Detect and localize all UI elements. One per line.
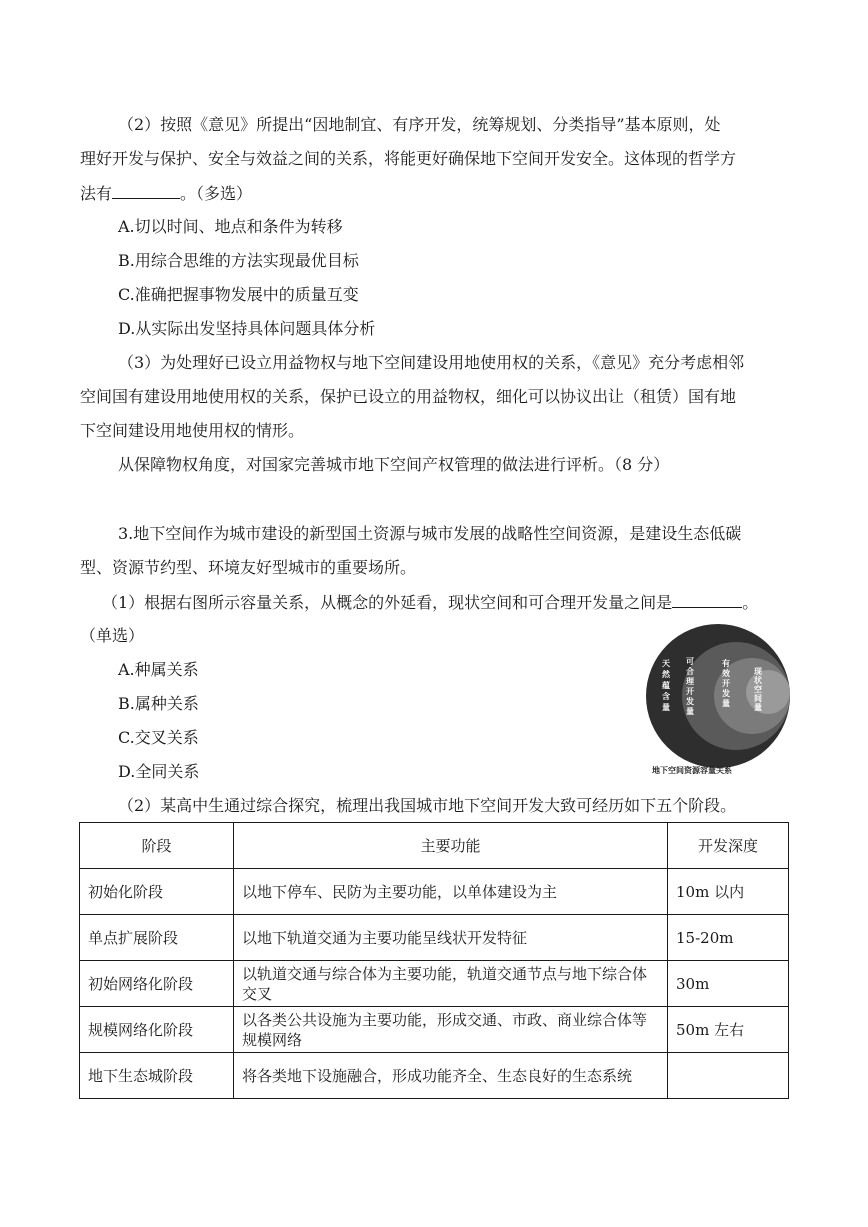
- table-row: [80, 869, 789, 915]
- stages-table: [79, 822, 789, 1099]
- q3-line-3: 下空间建设用地使用权的情形。: [80, 421, 305, 440]
- header-stage: 阶段: [80, 823, 234, 869]
- p3-option-b: B.属种关系: [118, 694, 199, 713]
- depth-cell: [668, 1053, 789, 1099]
- function-cell: 将各类地下设施融合，形成功能齐全、生态良好的生态系统: [234, 1053, 668, 1099]
- stage-cell: 地下生态城阶段: [80, 1053, 234, 1099]
- function-cell: 以轨道交通与综合体为主要功能，轨道交通节点与地下综合体交叉: [234, 961, 668, 1007]
- depth-cell: 50m 左右: [668, 1007, 789, 1053]
- q3-line-2: 空间国有建设用地使用权的关系，保护已设立的用益物权，细化可以协议出让（租赁）国有地: [80, 387, 737, 406]
- table-row: [80, 1053, 789, 1099]
- inner-circle: [746, 670, 790, 714]
- p3-sub1-tail: （单选）: [80, 626, 145, 645]
- q3-line-1: （3）为处理好已设立用益物权与地下空间建设用地使用权的关系，《意见》充分考虑相邻: [118, 353, 745, 372]
- stage-cell: 单点扩展阶段: [80, 915, 234, 961]
- p3-sub1: [102, 591, 758, 614]
- answer-blank[interactable]: [112, 182, 180, 199]
- stage-cell: 初始化阶段: [80, 869, 234, 915]
- q2-option-a: A.切以时间、地点和条件为转移: [118, 217, 343, 236]
- function-cell: 以地下轨道交通为主要功能呈线状开发特征: [234, 915, 668, 961]
- q2-line-3-pre: 法有: [80, 184, 113, 203]
- table-row: [80, 961, 789, 1007]
- q2-line-3: [80, 182, 252, 205]
- stage-cell: 初始网络化阶段: [80, 961, 234, 1007]
- q2-line-3-post: 。（多选）: [180, 184, 253, 203]
- stage-cell: 规模网络化阶段: [80, 1007, 234, 1053]
- q3-line-4: 从保障物权角度，对国家完善城市地下空间产权管理的做法进行评析。（8 分）: [118, 455, 670, 474]
- p3-line-1: 3.地下空间作为城市建设的新型国土资源与城市发展的战略性空间资源，是建设生态低碳: [118, 524, 742, 543]
- figure-caption: 地下空间资源容量关系: [652, 766, 732, 775]
- p3-option-a: A.种属关系: [118, 660, 199, 679]
- table-row: [80, 915, 789, 961]
- outer-label: 天然蕴含量: [662, 659, 670, 712]
- function-cell: 以各类公共设施为主要功能，形成交通、市政、商业综合体等规模网络: [234, 1007, 668, 1053]
- p3-line-2: 型、资源节约型、环境友好型城市的重要场所。: [80, 558, 417, 577]
- depth-cell: 15-20m: [668, 915, 789, 961]
- p3-option-c: C.交叉关系: [118, 728, 199, 747]
- header-depth: 开发深度: [668, 823, 789, 869]
- table-header-row: [80, 823, 789, 869]
- third-label: 有效开发量: [722, 659, 730, 708]
- capacity-relation-figure: [640, 620, 800, 780]
- p3-option-d: D.全同关系: [118, 762, 200, 781]
- depth-cell: 10m 以内: [668, 869, 789, 915]
- inner-label: 现状空间量: [754, 667, 762, 712]
- q2-line-2: 理好开发与保护、安全与效益之间的关系，将能更好确保地下空间开发安全。这体现的哲学方: [80, 149, 737, 168]
- q2-option-c: C.准确把握事物发展中的质量互变: [118, 285, 359, 304]
- table-row: [80, 1007, 789, 1053]
- p3-sub2: （2）某高中生通过综合探究，梳理出我国城市地下空间开发大致可经历如下五个阶段。: [118, 796, 737, 815]
- function-cell: 以地下停车、民防为主要功能，以单体建设为主: [234, 869, 668, 915]
- depth-cell: 30m: [668, 961, 789, 1007]
- p3-sub1-post: 。: [742, 593, 759, 612]
- header-function: 主要功能: [234, 823, 668, 869]
- q2-option-d: D.从实际出发坚持具体问题具体分析: [118, 319, 376, 338]
- q2-line-1: （2）按照《意见》所提出“因地制宜、有序开发，统筹规划、分类指导”基本原则，处: [118, 115, 721, 134]
- p3-sub1-pre: （1）根据右图所示容量关系，从概念的外延看，现状空间和可合理开发量之间是: [102, 593, 673, 612]
- q2-option-b: B.用综合思维的方法实现最优目标: [118, 251, 359, 270]
- answer-blank[interactable]: [672, 591, 742, 608]
- second-label: 可合理开发量: [686, 657, 694, 716]
